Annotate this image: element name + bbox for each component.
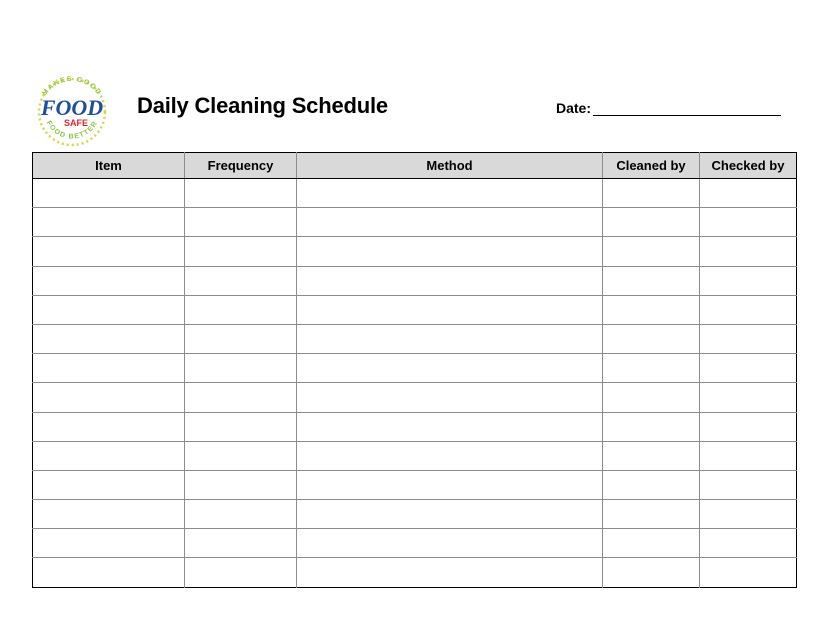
cell-cleaned-by[interactable] bbox=[603, 470, 700, 499]
cell-method[interactable] bbox=[297, 295, 603, 324]
cell-item[interactable] bbox=[33, 295, 185, 324]
table-body bbox=[33, 179, 797, 588]
cell-cleaned-by[interactable] bbox=[603, 558, 700, 587]
table-row bbox=[33, 470, 797, 499]
cell-item[interactable] bbox=[33, 237, 185, 266]
cell-item[interactable] bbox=[33, 354, 185, 383]
cell-frequency[interactable] bbox=[185, 179, 297, 208]
cell-method[interactable] bbox=[297, 412, 603, 441]
cell-method[interactable] bbox=[297, 441, 603, 470]
cell-method[interactable] bbox=[297, 470, 603, 499]
cell-frequency[interactable] bbox=[185, 529, 297, 558]
cell-checked-by[interactable] bbox=[700, 295, 797, 324]
date-field[interactable] bbox=[556, 100, 781, 116]
date-input-line[interactable] bbox=[593, 101, 781, 116]
cell-method[interactable] bbox=[297, 324, 603, 353]
cell-cleaned-by[interactable] bbox=[603, 179, 700, 208]
cell-item[interactable] bbox=[33, 529, 185, 558]
svg-text:MAKES GOOD bbox=[41, 76, 102, 97]
table-row bbox=[33, 383, 797, 412]
table-row bbox=[33, 529, 797, 558]
date-label: Date: bbox=[556, 100, 592, 116]
cell-frequency[interactable] bbox=[185, 500, 297, 529]
table-row bbox=[33, 412, 797, 441]
cell-item[interactable] bbox=[33, 179, 185, 208]
cell-frequency[interactable] bbox=[185, 470, 297, 499]
cell-frequency[interactable] bbox=[185, 208, 297, 237]
cell-checked-by[interactable] bbox=[700, 266, 797, 295]
table-row bbox=[33, 558, 797, 587]
cell-frequency[interactable] bbox=[185, 412, 297, 441]
cell-checked-by[interactable] bbox=[700, 441, 797, 470]
cell-cleaned-by[interactable] bbox=[603, 295, 700, 324]
cell-cleaned-by[interactable] bbox=[603, 354, 700, 383]
cell-cleaned-by[interactable] bbox=[603, 412, 700, 441]
cell-checked-by[interactable] bbox=[700, 208, 797, 237]
cell-frequency[interactable] bbox=[185, 324, 297, 353]
cell-item[interactable] bbox=[33, 324, 185, 353]
cell-item[interactable] bbox=[33, 470, 185, 499]
table-row bbox=[33, 354, 797, 383]
cell-frequency[interactable] bbox=[185, 558, 297, 587]
cell-cleaned-by[interactable] bbox=[603, 500, 700, 529]
cell-item[interactable] bbox=[33, 500, 185, 529]
cell-checked-by[interactable] bbox=[700, 324, 797, 353]
logo-arc-top-text: MAKES GOOD bbox=[41, 75, 103, 98]
table-row bbox=[33, 500, 797, 529]
cell-cleaned-by[interactable] bbox=[603, 266, 700, 295]
cell-checked-by[interactable] bbox=[700, 237, 797, 266]
cell-method[interactable] bbox=[297, 529, 603, 558]
cell-cleaned-by[interactable] bbox=[603, 529, 700, 558]
cell-checked-by[interactable] bbox=[700, 354, 797, 383]
logo-arc-bottom-text: FOOD BETTER bbox=[44, 119, 100, 141]
cleaning-schedule-table bbox=[32, 152, 797, 588]
table-header-row bbox=[33, 153, 797, 179]
cell-item[interactable] bbox=[33, 412, 185, 441]
table-row bbox=[33, 441, 797, 470]
cell-method[interactable] bbox=[297, 179, 603, 208]
cell-checked-by[interactable] bbox=[700, 179, 797, 208]
cell-checked-by[interactable] bbox=[700, 412, 797, 441]
cell-frequency[interactable] bbox=[185, 266, 297, 295]
column-header-cleaned-by: Cleaned by bbox=[603, 153, 700, 179]
cell-cleaned-by[interactable] bbox=[603, 324, 700, 353]
cell-cleaned-by[interactable] bbox=[603, 237, 700, 266]
cell-checked-by[interactable] bbox=[700, 470, 797, 499]
table-row bbox=[33, 179, 797, 208]
cell-checked-by[interactable] bbox=[700, 500, 797, 529]
cell-method[interactable] bbox=[297, 558, 603, 587]
cell-frequency[interactable] bbox=[185, 354, 297, 383]
cell-item[interactable] bbox=[33, 383, 185, 412]
column-header-item: Item bbox=[33, 153, 185, 179]
column-header-method: Method bbox=[297, 153, 603, 179]
table-row bbox=[33, 324, 797, 353]
table-row bbox=[33, 295, 797, 324]
logo-safe-text: SAFE bbox=[63, 118, 89, 128]
logo-food-text: FOOD bbox=[40, 95, 104, 120]
column-header-checked-by: Checked by bbox=[700, 153, 797, 179]
cell-cleaned-by[interactable] bbox=[603, 383, 700, 412]
cell-item[interactable] bbox=[33, 558, 185, 587]
cell-method[interactable] bbox=[297, 237, 603, 266]
cell-cleaned-by[interactable] bbox=[603, 441, 700, 470]
cell-checked-by[interactable] bbox=[700, 383, 797, 412]
cell-item[interactable] bbox=[33, 266, 185, 295]
cell-frequency[interactable] bbox=[185, 237, 297, 266]
cell-frequency[interactable] bbox=[185, 295, 297, 324]
cell-method[interactable] bbox=[297, 208, 603, 237]
column-header-frequency: Frequency bbox=[185, 153, 297, 179]
cell-frequency[interactable] bbox=[185, 383, 297, 412]
cell-method[interactable] bbox=[297, 500, 603, 529]
cell-checked-by[interactable] bbox=[700, 529, 797, 558]
table-row bbox=[33, 266, 797, 295]
table-row bbox=[33, 208, 797, 237]
cell-checked-by[interactable] bbox=[700, 558, 797, 587]
food-safe-logo bbox=[32, 72, 112, 148]
cell-method[interactable] bbox=[297, 266, 603, 295]
cell-item[interactable] bbox=[33, 441, 185, 470]
cell-frequency[interactable] bbox=[185, 441, 297, 470]
cell-method[interactable] bbox=[297, 354, 603, 383]
cell-method[interactable] bbox=[297, 383, 603, 412]
cell-item[interactable] bbox=[33, 208, 185, 237]
table-row bbox=[33, 237, 797, 266]
cell-cleaned-by[interactable] bbox=[603, 208, 700, 237]
page-title: Daily Cleaning Schedule bbox=[137, 93, 388, 118]
